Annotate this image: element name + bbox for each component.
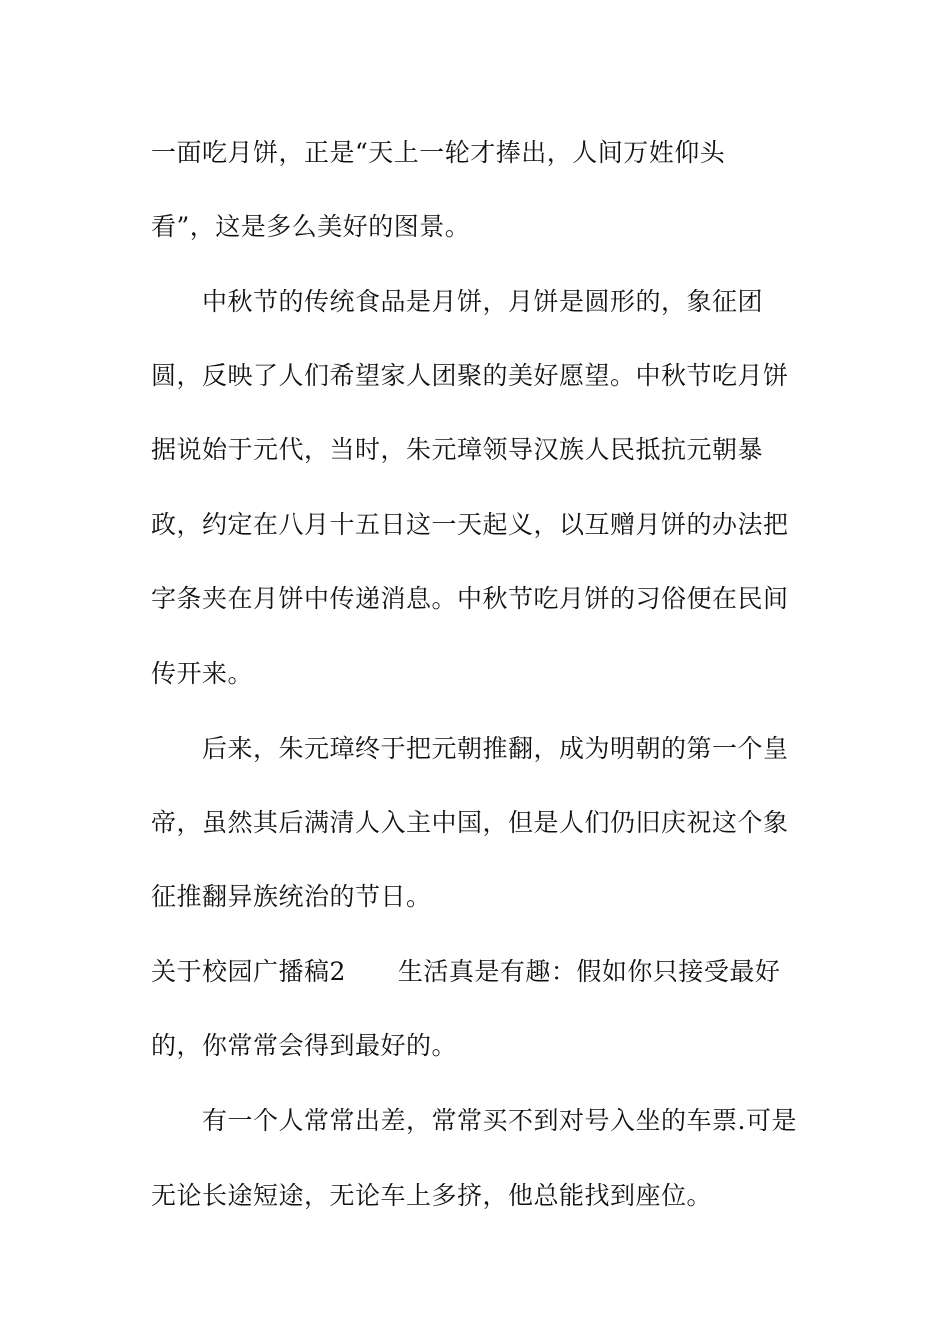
paragraph-line: 无论长途短途，无论车上多挤，他总能找到座位。 xyxy=(151,1181,713,1210)
section-heading: 关于校园广播稿2 xyxy=(151,957,346,986)
paragraph-line: 政，约定在八月十五日这一天起义，以互赠月饼的办法把 xyxy=(151,510,789,539)
paragraph-line: 中秋节的传统食品是月饼，月饼是圆形的，象征团 xyxy=(202,287,764,316)
paragraph-line: 看”，这是多么美好的图景。 xyxy=(151,212,471,241)
paragraph-line: 的，你常常会得到最好的。 xyxy=(151,1031,458,1060)
section-first-line: 生活真是有趣：假如你只接受最好 xyxy=(397,957,781,986)
paragraph-line: 一面吃月饼，正是“天上一轮才捧出，人间万姓仰头 xyxy=(151,138,726,167)
paragraph-line: 字条夹在月饼中传递消息。中秋节吃月饼的习俗便在民间 xyxy=(151,584,789,613)
paragraph-line: 圆，反映了人们希望家人团聚的美好愿望。中秋节吃月饼 xyxy=(151,361,789,390)
paragraph-line: 有一个人常常出差，常常买不到对号入坐的车票.可是 xyxy=(202,1106,797,1135)
section-heading-line xyxy=(151,952,780,992)
paragraph-line: 帝，虽然其后满清人入主中国，但是人们仍旧庆祝这个象 xyxy=(151,808,789,837)
paragraph-line: 征推翻异族统治的节日。 xyxy=(151,882,432,911)
paragraph-line: 据说始于元代，当时，朱元璋领导汉族人民抵抗元朝暴 xyxy=(151,435,764,464)
paragraph-line: 后来，朱元璋终于把元朝推翻，成为明朝的第一个皇 xyxy=(202,734,789,763)
paragraph-line: 传开来。 xyxy=(151,659,254,688)
